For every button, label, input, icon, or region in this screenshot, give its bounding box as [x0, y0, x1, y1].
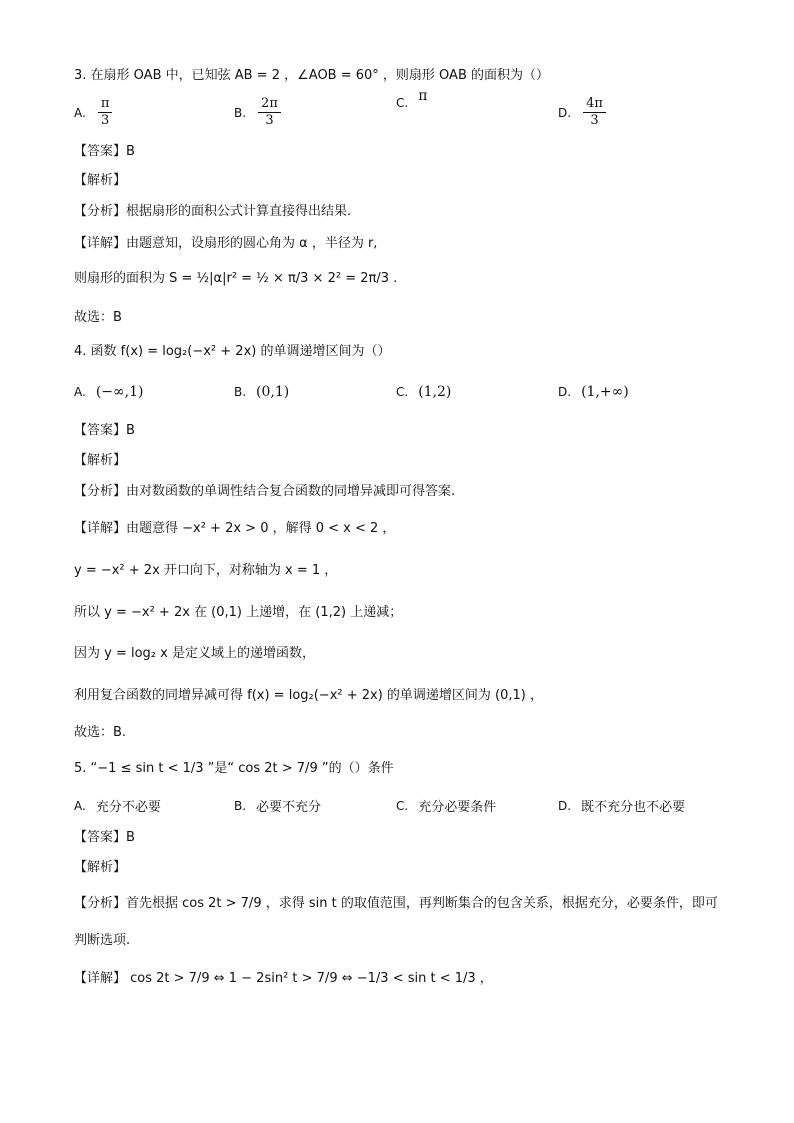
option-fraction: $\frac{2\pi}{3}$: [258, 96, 281, 129]
q4-detail-3: 所以 y = −x² + 2x 在 (0,1) 上递增，在 (1,2) 上递减；: [74, 605, 403, 620]
option-fraction: $\frac{4\pi}{3}$: [583, 96, 606, 129]
q5-option-c: [396, 796, 496, 815]
q5-detail-1: 【详解】 cos 2t > 7/9 ⇔ 1 − 2sin² t > 7/9 ⇔ −1/3 < sin t < 1/3 ，: [74, 971, 493, 986]
option-text: 既不充分也不必要: [581, 800, 686, 815]
q3-fenxi: 【分析】根据扇形的面积公式计算直接得出结果.: [74, 204, 352, 219]
option-letter: D.: [558, 385, 572, 399]
option-letter: C.: [396, 385, 409, 399]
q4-fenxi: 【分析】由对数函数的单调性结合复合函数的同增异减即可得答案.: [74, 484, 456, 499]
q3-answer: 【答案】B: [74, 144, 135, 159]
q3-detail-2: 则扇形的面积为 S = ½|α|r² = ½ × π/3 × 2² = 2π/3 .: [74, 271, 398, 286]
q5-fenxi-2: 判断选项.: [74, 933, 131, 948]
option-text: π: [418, 88, 428, 104]
option-text: 充分必要条件: [418, 800, 497, 815]
q4-detail-1: 【详解】由题意得 −x² + 2x > 0 ，解得 0 < x < 2 ，: [74, 521, 396, 536]
q4-option-b: [234, 384, 289, 400]
q3-option-b: [234, 96, 283, 129]
q3-option-d: [558, 96, 608, 129]
option-letter: C.: [396, 798, 409, 813]
q4-detail-4: 因为 y = log₂ x 是定义域上的递增函数，: [74, 646, 315, 661]
option-letter: B.: [234, 105, 247, 120]
q3-stem: 3. 在扇形 OAB 中，已知弦 AB = 2 ，∠AOB = 60° ，则扇形 OAB 的面积为（）: [74, 68, 550, 83]
q3-choose: 故选：B: [74, 310, 122, 325]
q3-detail-1: 【详解】由题意知，设扇形的圆心角为 α ，半径为 r,: [74, 236, 378, 251]
option-text: (1,2): [418, 384, 452, 400]
q4-options: [74, 384, 734, 406]
option-letter: D.: [558, 105, 572, 120]
q4-choose: 故选：B.: [74, 725, 127, 740]
option-fraction: $\frac{\pi}{3}$: [98, 96, 113, 129]
q3-analysis-heading: 【解析】: [74, 173, 127, 188]
q5-option-d: [558, 796, 685, 815]
option-text: (0,1): [256, 384, 290, 400]
option-letter: C.: [396, 96, 409, 110]
q4-detail-5: 利用复合函数的同增异减可得 f(x) = log₂(−x² + 2x) 的单调递增区间为 (0,1) ，: [74, 688, 544, 703]
q3-options: [74, 88, 734, 136]
q5-stem: 5. “−1 ≤ sin t < 1/3 ”是“ cos 2t > 7/9 ”的（）条件: [74, 761, 394, 776]
option-letter: A.: [74, 385, 86, 399]
option-text: (−∞,1): [95, 384, 144, 400]
q4-option-d: [558, 384, 629, 400]
q3-option-a: [74, 96, 114, 129]
q4-option-c: [396, 384, 451, 400]
q3-option-c: [396, 88, 428, 110]
option-text: 必要不充分: [256, 800, 322, 815]
q4-detail-2: y = −x² + 2x 开口向下，对称轴为 x = 1 ，: [74, 563, 338, 578]
option-letter: B.: [234, 385, 247, 399]
option-letter: B.: [234, 798, 247, 813]
option-letter: A.: [74, 105, 86, 120]
q5-fenxi-1: 【分析】首先根据 cos 2t > 7/9 ，求得 sin t 的取值范围，再判断集合的包含关系，根据充分，必要条件，即可: [74, 896, 718, 911]
q4-stem: 4. 函数 f(x) = log₂(−x² + 2x) 的单调递增区间为（）: [74, 344, 391, 359]
q4-answer: 【答案】B: [74, 423, 135, 438]
option-letter: A.: [74, 798, 86, 813]
q5-analysis-heading: 【解析】: [74, 860, 127, 875]
option-text: (1,+∞): [581, 384, 629, 400]
q4-analysis-heading: 【解析】: [74, 453, 127, 468]
option-letter: D.: [558, 798, 572, 813]
option-text: 充分不必要: [95, 800, 161, 815]
q5-answer: 【答案】B: [74, 830, 135, 845]
q4-option-a: [74, 384, 144, 400]
q5-options: [74, 796, 734, 816]
q5-option-b: [234, 796, 321, 815]
q5-option-a: [74, 796, 161, 815]
